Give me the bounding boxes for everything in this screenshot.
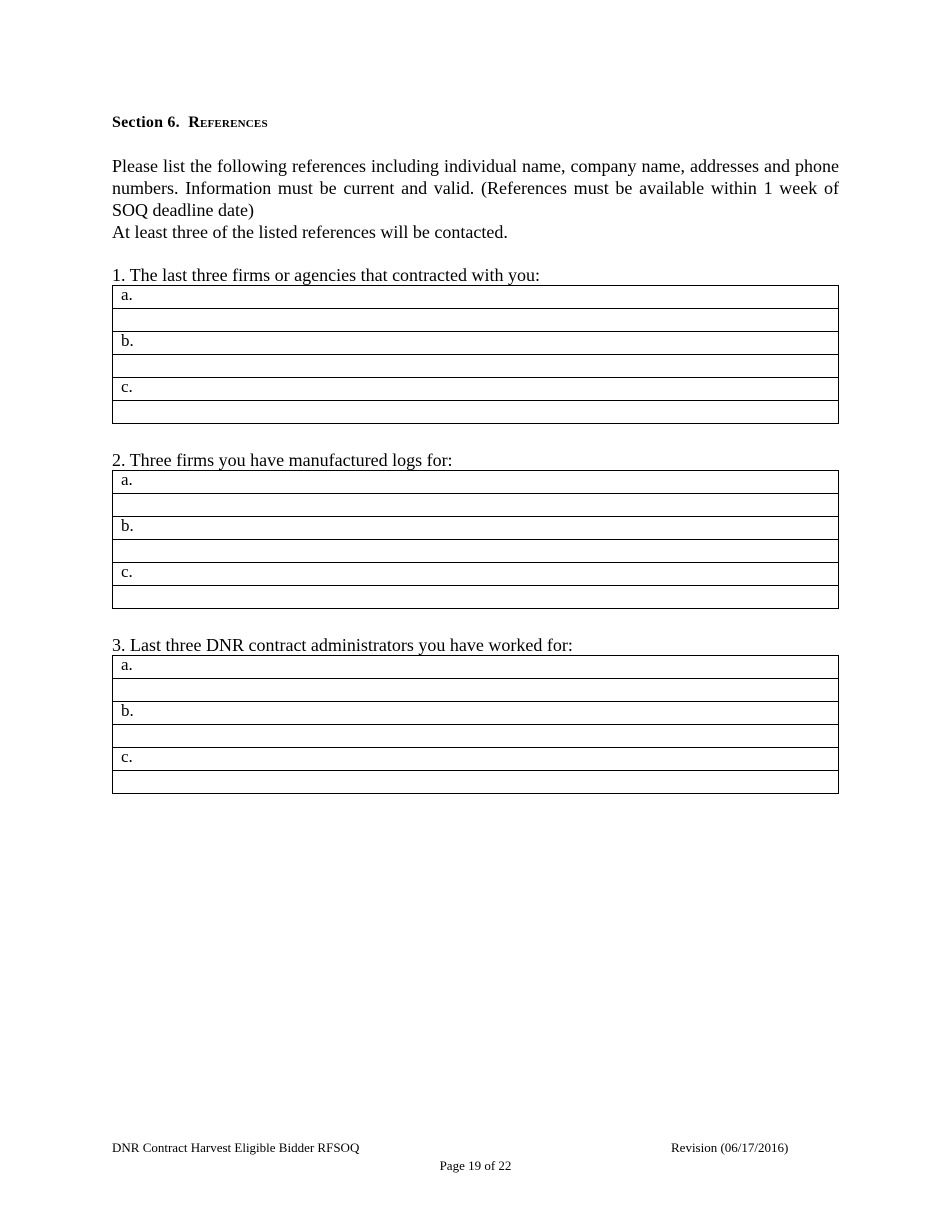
reference-table — [112, 470, 839, 609]
reference-field-b-detail[interactable] — [113, 725, 839, 748]
reference-field-b[interactable]: b. — [113, 702, 839, 725]
reference-table — [112, 285, 839, 424]
question-label: 1. The last three firms or agencies that contracted with you: — [112, 265, 541, 285]
section-number: Section 6. — [112, 114, 180, 131]
question-label: 3. Last three DNR contract administrators you have worked for: — [112, 635, 573, 655]
reference-field-b-detail[interactable] — [113, 540, 839, 563]
reference-field-c[interactable]: c. — [113, 563, 839, 586]
footer-revision: Revision (06/17/2016) — [671, 1140, 789, 1155]
section-heading — [112, 114, 268, 132]
reference-field-a[interactable]: a. — [113, 656, 839, 679]
reference-field-c-detail[interactable] — [113, 771, 839, 794]
reference-field-b[interactable]: b. — [113, 332, 839, 355]
section-title: References — [188, 114, 268, 131]
reference-question-1 — [112, 265, 839, 424]
intro-paragraph: Please list the following references including individual name, company name, addresses and phone numbers. Information must be current and valid. (References must be available within 1 week of SOQ deadline date) — [112, 156, 839, 220]
footer-document-title: DNR Contract Harvest Eligible Bidder RFSOQ — [112, 1140, 360, 1155]
reference-table — [112, 655, 839, 794]
question-label: 2. Three firms you have manufactured logs for: — [112, 450, 453, 470]
intro-note: At least three of the listed references will be contacted. — [112, 222, 508, 242]
reference-field-a-detail[interactable] — [113, 309, 839, 332]
intro-text — [112, 155, 839, 243]
reference-field-c[interactable]: c. — [113, 748, 839, 771]
reference-field-c-detail[interactable] — [113, 401, 839, 424]
reference-field-a-detail[interactable] — [113, 494, 839, 517]
reference-question-2 — [112, 450, 839, 609]
reference-field-c[interactable]: c. — [113, 378, 839, 401]
reference-field-a[interactable]: a. — [113, 471, 839, 494]
reference-field-c-detail[interactable] — [113, 586, 839, 609]
reference-field-b[interactable]: b. — [113, 517, 839, 540]
footer-page-number: Page 19 of 22 — [439, 1158, 512, 1173]
reference-field-a-detail[interactable] — [113, 679, 839, 702]
reference-field-a[interactable]: a. — [113, 286, 839, 309]
reference-field-b-detail[interactable] — [113, 355, 839, 378]
reference-question-3 — [112, 635, 839, 794]
